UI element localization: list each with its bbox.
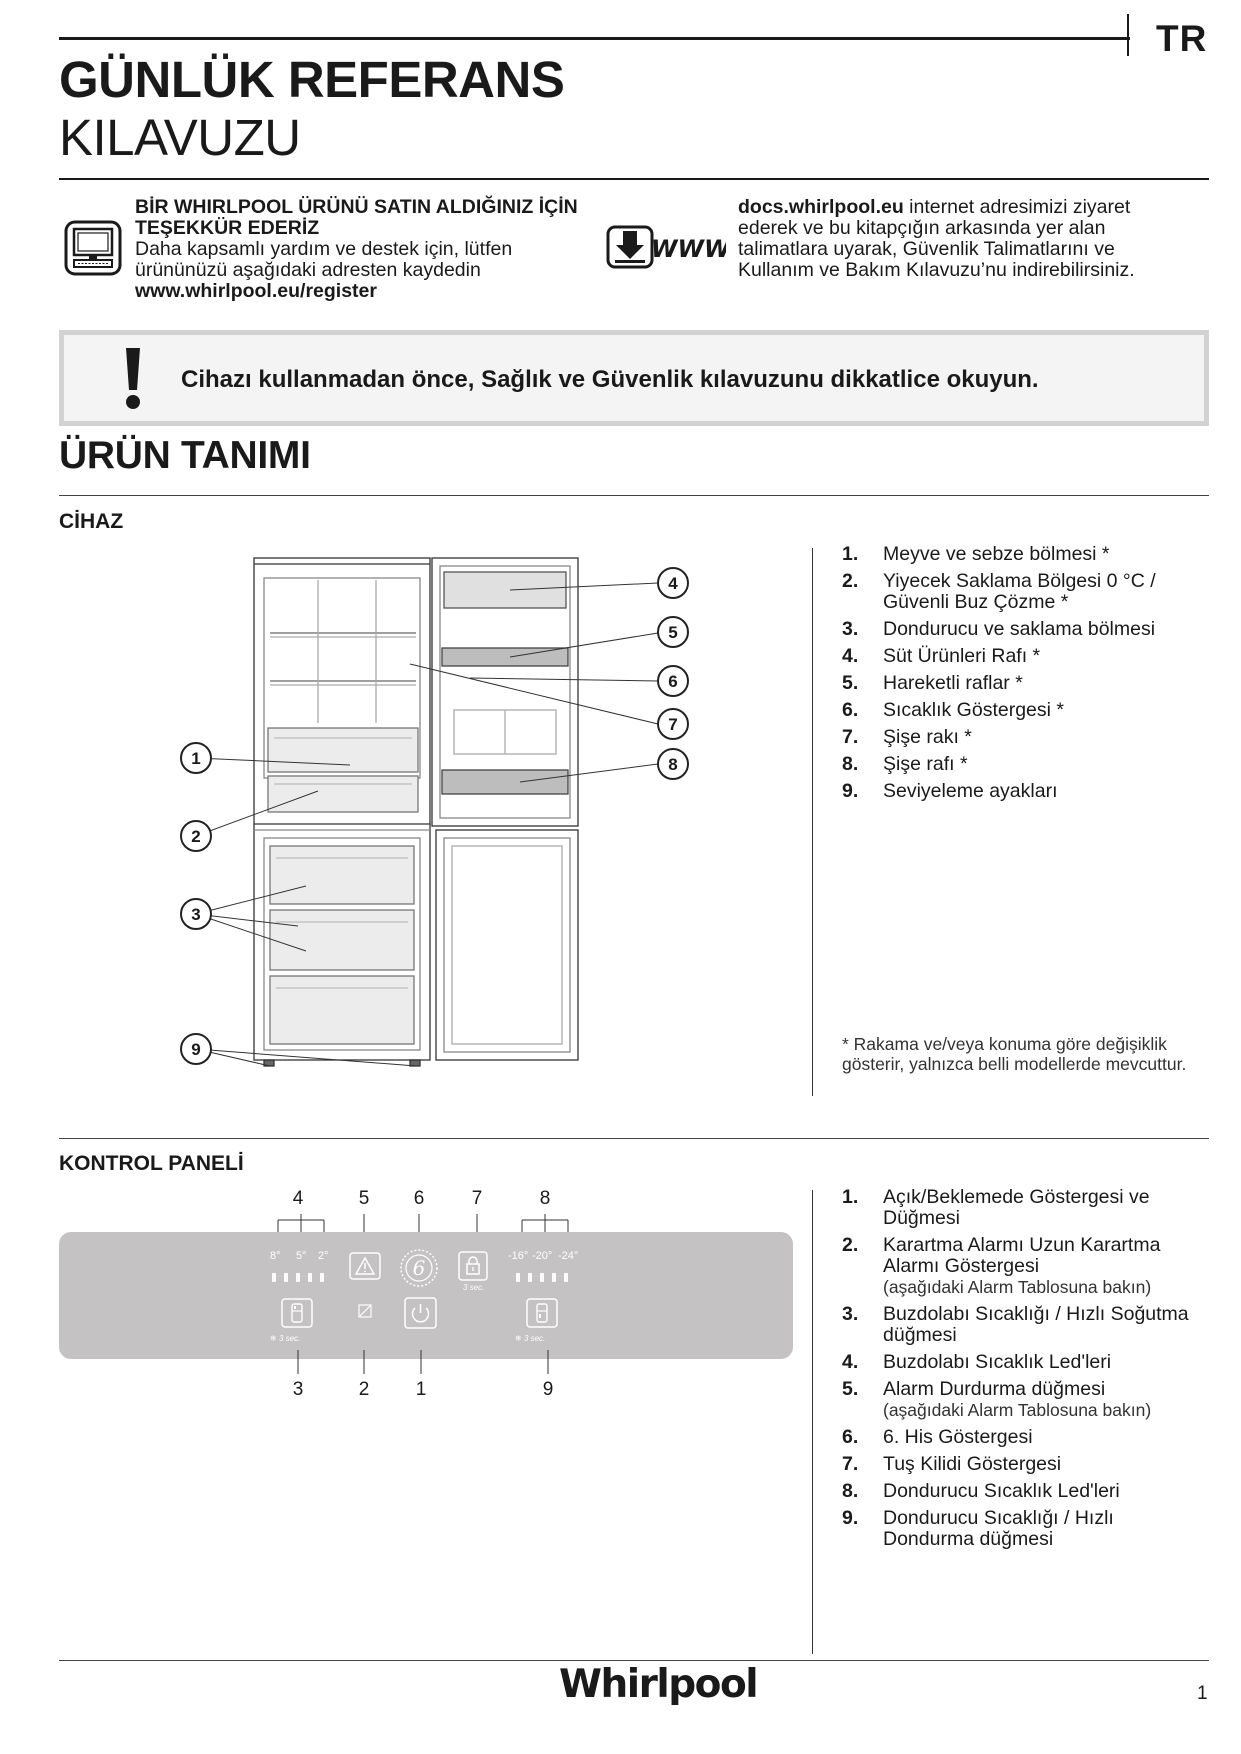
- docs-link[interactable]: docs.whirlpool.eu: [738, 196, 904, 218]
- panel-bottom-leaders: [260, 1350, 600, 1378]
- register-body: Daha kapsamlı yardım ve destek için, lütfen ürününüzü aşağıdaki adresten kaydedin: [135, 238, 513, 281]
- freezer-temperature-leds: [516, 1270, 576, 1280]
- language-code: TR: [1156, 18, 1208, 59]
- appliance-part-item-label: Şişe rafı *: [883, 753, 968, 775]
- control-item-label: Karartma Alarmı Uzun Karartma Alarmı Göstergesi: [883, 1234, 1161, 1277]
- appliance-part-item-number: 3.: [842, 618, 859, 640]
- callout-5: [658, 617, 688, 647]
- control-item-label: Dondurucu Sıcaklığı / Hızlı Dondurma düğmesi: [883, 1507, 1114, 1550]
- control-items-list: [842, 1187, 1202, 1556]
- appliance-part-item: [842, 619, 1202, 640]
- appliance-part-item-label: Hareketli raflar *: [883, 672, 1023, 694]
- download-www-icon: [606, 224, 726, 272]
- control-item: [842, 1235, 1202, 1298]
- appliance-part-item-label: Meyve ve sebze bölmesi *: [883, 543, 1110, 565]
- padlock-icon: [458, 1251, 488, 1281]
- control-item-number: 9.: [842, 1507, 859, 1529]
- section-rule: [59, 495, 1209, 496]
- section-title: ÜRÜN TANIMI: [59, 434, 311, 477]
- docs-block: [738, 197, 1178, 281]
- appliance-parts-list: [842, 544, 1202, 808]
- alarm-stop-button[interactable]: [349, 1252, 381, 1280]
- appliance-part-item-label: Süt Ürünleri Rafı *: [883, 645, 1041, 667]
- panel-label-1: 1: [415, 1379, 427, 1400]
- exclamation-icon: [121, 348, 145, 410]
- appliance-part-item: [842, 544, 1202, 565]
- control-item: [842, 1187, 1202, 1229]
- panel-label-9: 9: [542, 1379, 554, 1400]
- svg-text:8: 8: [668, 755, 678, 774]
- control-item-number: 6.: [842, 1426, 859, 1448]
- warning-text: Cihazı kullanmadan önce, Sağlık ve Güvenlik kılavuzunu dikkatlice okuyun.: [181, 366, 1039, 393]
- appliance-part-item-label: Yiyecek Saklama Bölgesi 0 °C / Güvenli Buz Çözme *: [883, 570, 1156, 613]
- appliance-part-item-label: Dondurucu ve saklama bölmesi: [883, 618, 1156, 640]
- callout-8: [658, 749, 688, 779]
- power-icon: [404, 1297, 437, 1329]
- control-item-note: (aşağıdaki Alarm Tablosuna bakın): [883, 1277, 1152, 1297]
- svg-text:6: 6: [412, 1256, 426, 1280]
- svg-text:1: 1: [191, 749, 201, 768]
- appliance-part-item: [842, 571, 1202, 613]
- control-item: [842, 1352, 1202, 1373]
- control-item-number: 8.: [842, 1480, 859, 1502]
- appliance-part-item-number: 1.: [842, 543, 859, 565]
- callout-6: [658, 666, 688, 696]
- svg-text:6: 6: [668, 672, 678, 691]
- register-link[interactable]: www.whirlpool.eu/register: [135, 280, 377, 302]
- appliance-part-item: [842, 700, 1202, 721]
- callout-9: [181, 1034, 211, 1064]
- control-item-number: 1.: [842, 1186, 859, 1208]
- callout-4: [658, 568, 688, 598]
- register-heading: BİR WHIRLPOOL ÜRÜNÜ SATIN ALDIĞINIZ İÇİN TEŞEKKÜR EDERİZ: [135, 196, 578, 239]
- control-item-note: (aşağıdaki Alarm Tablosuna bakın): [883, 1400, 1152, 1420]
- control-item-label: Açık/Beklemede Göstergesi ve Düğmesi: [883, 1186, 1150, 1229]
- control-item-number: 3.: [842, 1303, 859, 1325]
- appliance-part-item: [842, 727, 1202, 748]
- svg-text:2: 2: [191, 827, 201, 846]
- snowflake-thermometer-icon: ❄: [515, 1334, 522, 1343]
- page-title-bold: GÜNLÜK REFERANS: [59, 51, 565, 108]
- appliance-diagram: [170, 548, 710, 1094]
- appliance-list-divider: [812, 548, 813, 1096]
- www-icon-text: WWW: [651, 235, 726, 263]
- warning-triangle-icon: [349, 1252, 381, 1280]
- panel-label-6: 6: [413, 1188, 425, 1209]
- appliance-part-item-number: 5.: [842, 672, 859, 694]
- freezer-icon: [526, 1298, 558, 1328]
- control-item-number: 4.: [842, 1351, 859, 1373]
- control-item-number: 5.: [842, 1378, 859, 1400]
- fridge-temperature-leds: [272, 1270, 332, 1280]
- control-item-label: Buzdolabı Sıcaklık Led'leri: [883, 1351, 1112, 1373]
- docs-body: internet adresimizi ziyaret ederek ve bu kitapçığın arkasında yer alan talimatlara uyarak, Güvenlik Talimatlarını ve Kullanım ve Bakım Kılavuzu’nu indirebilirsiniz.: [738, 196, 1135, 281]
- panel-label-4: 4: [292, 1188, 304, 1209]
- control-item-label: 6. His Göstergesi: [883, 1426, 1033, 1448]
- control-rule: [59, 1138, 1209, 1139]
- blackout-alarm-indicator: [358, 1304, 372, 1318]
- callout-7: [658, 709, 688, 739]
- fridge-hold-hint: ❄ 3 sec.: [270, 1334, 301, 1343]
- control-item: [842, 1454, 1202, 1475]
- callout-3: [181, 899, 211, 929]
- header-rule-tick: [1127, 14, 1129, 56]
- sixth-sense-indicator: [399, 1248, 439, 1288]
- control-item: [842, 1304, 1202, 1346]
- control-list-divider: [812, 1190, 813, 1654]
- footer-rule: [59, 1660, 1209, 1661]
- appliance-part-item-number: 8.: [842, 753, 859, 775]
- control-panel-title: KONTROL PANELİ: [59, 1152, 244, 1175]
- control-item: [842, 1379, 1202, 1421]
- appliance-part-item: [842, 754, 1202, 775]
- key-lock-indicator: [458, 1251, 488, 1281]
- appliance-part-item-label: Sıcaklık Göstergesi *: [883, 699, 1064, 721]
- title-rule: [59, 178, 1209, 180]
- appliance-part-item-number: 6.: [842, 699, 859, 721]
- appliance-part-item-number: 9.: [842, 780, 859, 802]
- panel-label-7: 7: [471, 1188, 483, 1209]
- header-rule: [59, 37, 1130, 40]
- control-item-label: Alarm Durdurma düğmesi: [883, 1378, 1106, 1400]
- page-title-light: KILAVUZU: [59, 109, 301, 166]
- freezer-temperature-button[interactable]: [526, 1298, 558, 1328]
- appliance-part-item-number: 4.: [842, 645, 859, 667]
- appliance-part-item-label: Seviyeleme ayakları: [883, 780, 1058, 802]
- power-standby-button[interactable]: [404, 1297, 437, 1329]
- svg-text:9: 9: [191, 1040, 201, 1059]
- appliance-part-item-number: 2.: [842, 570, 859, 592]
- panel-label-2: 2: [358, 1379, 370, 1400]
- control-item: [842, 1481, 1202, 1502]
- fridge-icon: [281, 1298, 313, 1328]
- control-item: [842, 1508, 1202, 1550]
- freezer-hold-hint: ❄ 3 sec.: [515, 1334, 546, 1343]
- key-lock-hold-label: 3 sec.: [463, 1283, 485, 1292]
- svg-text:3: 3: [191, 905, 201, 924]
- control-item-label: Tuş Kilidi Göstergesi: [883, 1453, 1062, 1475]
- appliance-part-item: [842, 781, 1202, 802]
- fridge-temperature-button[interactable]: [281, 1298, 313, 1328]
- appliance-title: CİHAZ: [59, 510, 124, 533]
- appliance-part-item-number: 7.: [842, 726, 859, 748]
- appliance-part-item: [842, 673, 1202, 694]
- appliance-part-item: [842, 646, 1202, 667]
- control-item-number: 2.: [842, 1234, 859, 1256]
- callout-2: [181, 821, 211, 851]
- computer-register-icon: [64, 220, 122, 276]
- control-item-label: Buzdolabı Sıcaklığı / Hızlı Soğutma düğmesi: [883, 1303, 1189, 1346]
- panel-label-3: 3: [292, 1379, 304, 1400]
- svg-text:5: 5: [668, 623, 678, 642]
- page-number: 1: [1197, 1683, 1208, 1704]
- panel-label-8: 8: [539, 1188, 551, 1209]
- appliance-part-item-label: Şişe rakı *: [883, 726, 972, 748]
- control-item-number: 7.: [842, 1453, 859, 1475]
- svg-text:4: 4: [668, 574, 678, 593]
- sixth-sense-icon: [399, 1248, 439, 1288]
- register-block: [135, 197, 595, 302]
- svg-text:7: 7: [668, 715, 678, 734]
- callout-1: [181, 743, 211, 773]
- whirlpool-logo: Whirlpool: [559, 1662, 758, 1707]
- control-item: [842, 1427, 1202, 1448]
- snowflake-thermometer-icon: ❄: [270, 1334, 277, 1343]
- panel-label-5: 5: [358, 1188, 370, 1209]
- control-item-label: Dondurucu Sıcaklık Led'leri: [883, 1480, 1120, 1502]
- blackout-icon: [358, 1304, 372, 1318]
- appliance-footnote: * Rakama ve/veya konuma göre değişiklik gösterir, yalnızca belli modellerde mevcuttur.: [842, 1034, 1187, 1074]
